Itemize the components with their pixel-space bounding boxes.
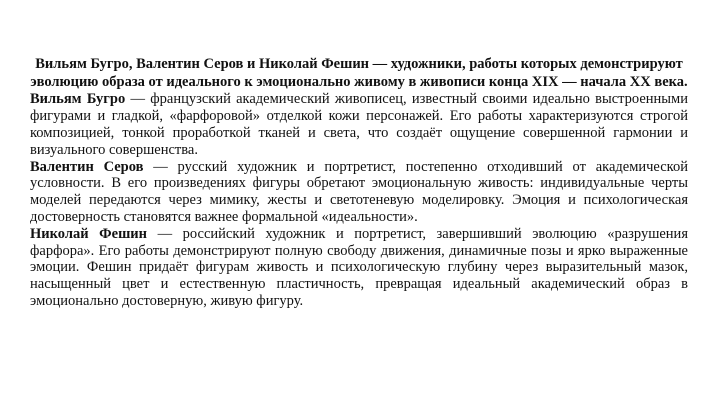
section-name: Николай Фешин — [30, 225, 148, 242]
section-serov — [30, 159, 688, 226]
section-bouguereau — [30, 91, 688, 158]
section-text: — русский художник и портретист, постепенно отходивший от академической условности. В его произведениях фигуры обретают эмоциональную живость: индивидуальные черты моделей передаются через мимику, жесты и светотеневую моделировку. Эмоция и психологическая достоверность становятся важнее формальной «идеальности». — [30, 158, 688, 225]
section-text: — российский художник и портретист, завершивший эволюцию «разрушения фарфора». Его работы демонстрируют полную свободу движения, динамичные позы и ярко выраженные эмоции. Фешин придаёт фигурам живость и психологическую глубину через выразительный мазок, насыщенный цвет и естественную пластичность, превращая идеальный академический образ в эмоционально достоверную, живую фигуру. — [30, 225, 688, 309]
section-fechin — [30, 226, 688, 310]
document-title: Вильям Бугро, Валентин Серов и Николай Фешин — художники, работы которых демонстрируют эволюцию образа от идеального к эмоционально живому в живописи конца XIX — начала XX века. — [30, 56, 688, 91]
section-name: Валентин Серов — [30, 158, 144, 175]
section-text: — французский академический живописец, известный своими идеально выстроенными фигурами и гладкой, «фарфоровой» отделкой кожи персонажей. Его работы характеризуются строгой композицией, тонкой проработкой тканей и света, что создаёт ощущение совершенной гармонии и визуального совершенства. — [30, 91, 688, 158]
section-name: Вильям Бугро — [30, 91, 126, 108]
document-body — [30, 55, 688, 310]
